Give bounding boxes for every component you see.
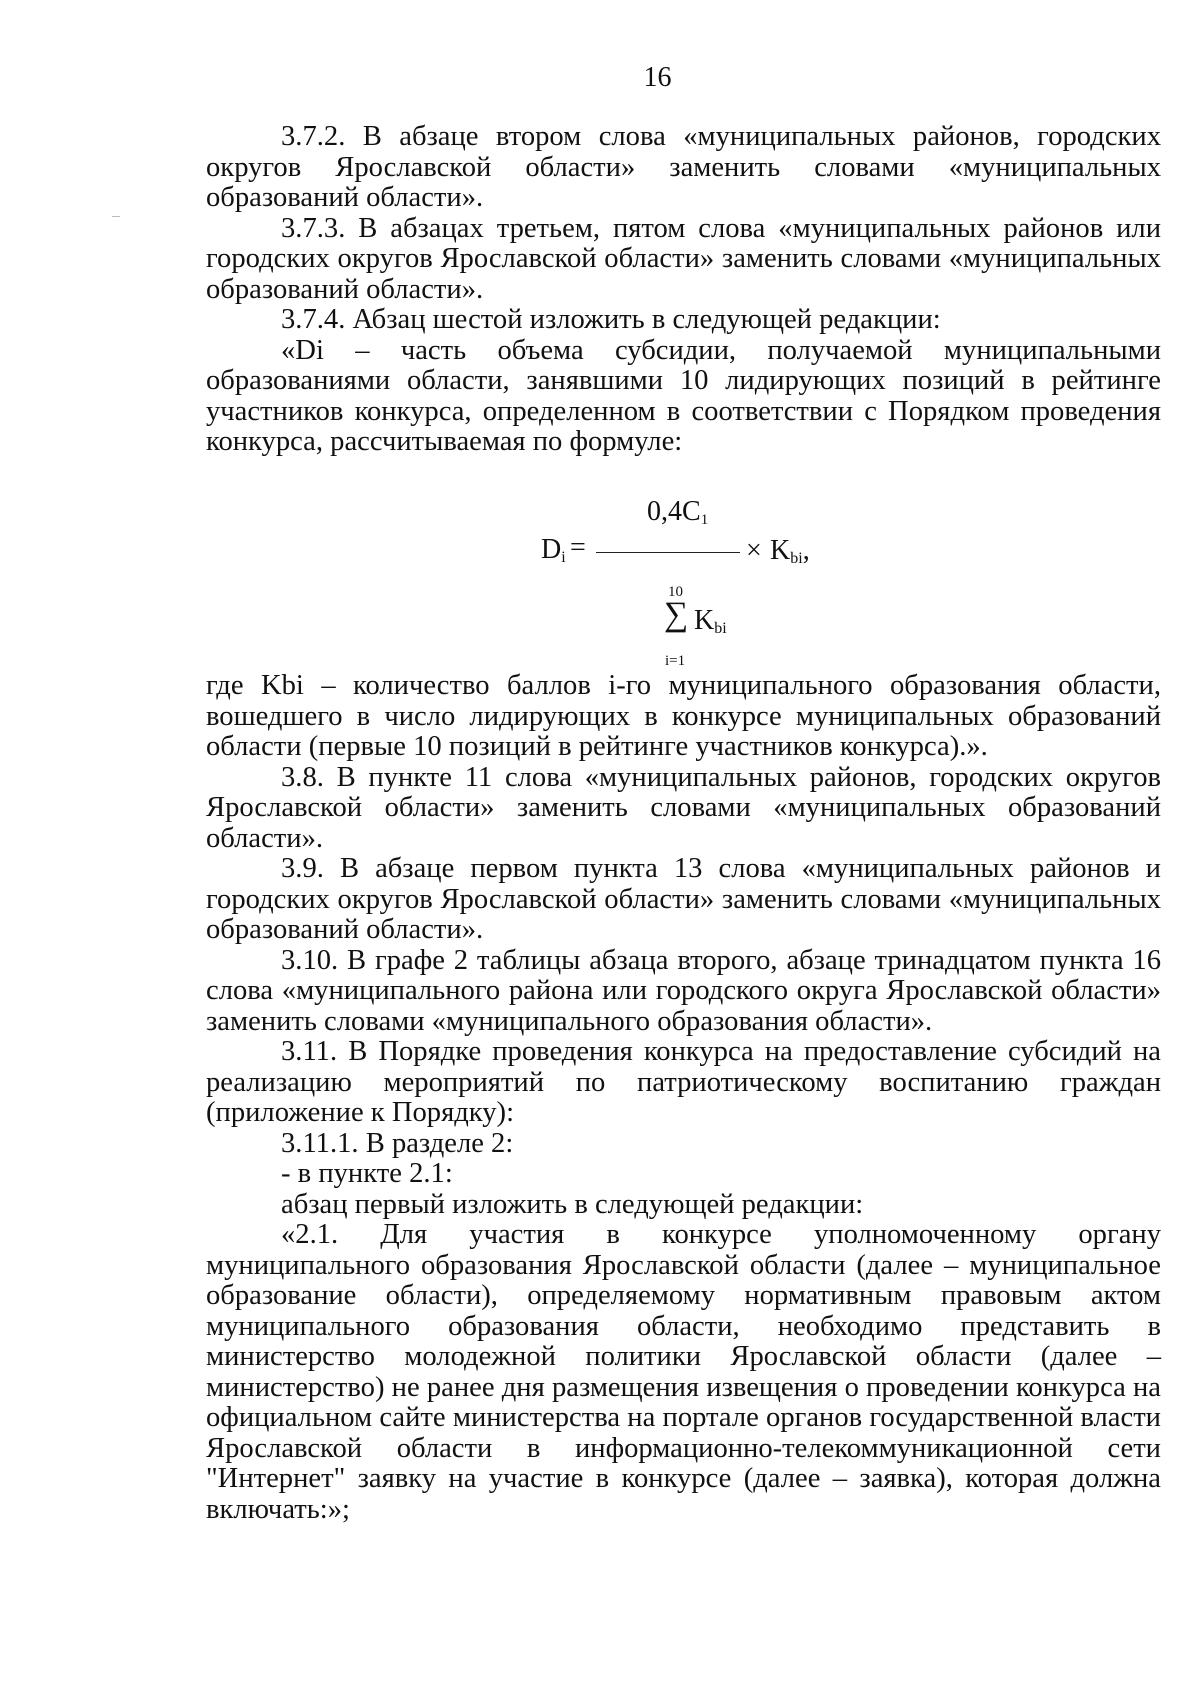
lhs-subscript: i	[561, 549, 566, 566]
rhs-suffix: ,	[802, 535, 810, 566]
text-block-bottom	[206, 671, 1161, 1525]
lhs-main: D	[541, 534, 562, 565]
paragraph: «Di – часть объема субсидии, получаемой муниципальными образованиями области, занявшими 10 лидирующих позиций в рейтинге участников конкурса, определенном в соответствии с Порядком проведения конкурса, рассчитываемая по формуле:	[206, 334, 1161, 457]
paragraph: где Kbi – количество баллов i-го муниципального образования области, вошедшего в число лидирующих в конкурсе муниципальных образований области (первые 10 позиций в рейтинге участников конкурса).».	[206, 670, 1161, 762]
paragraph: - в пункте 2.1:	[281, 1158, 453, 1189]
text-block-top	[206, 122, 1161, 458]
sum-term-subscript: bi	[714, 620, 727, 637]
paragraph: 3.7.2. В абзаце втором слова «муниципальных районов, городских округов Ярославской области» заменить словами «муниципальных образований области».	[206, 121, 1161, 213]
numerator-main: 0,4C	[647, 496, 701, 527]
rhs-subscript: bi	[790, 550, 803, 567]
sum-term-main: K	[694, 605, 715, 636]
paragraph: 3.11.1. В разделе 2:	[281, 1127, 514, 1159]
sum-symbol: ∑	[664, 596, 689, 633]
formula-numerator	[647, 497, 708, 535]
paragraph: «2.1. Для участия в конкурсе уполномоченному органу муниципального образования Ярославской области (далее – муниципальное образование области), определяемому нормативным правовым актом муниципального образования области, необходимо представить в министерство молодежной политики Ярославской области (далее – министерство) не ранее дня размещения извещения о проведении конкурса на официальном сайте министерства на портале органов государственной власти Ярославской области в информационно-телекоммуникационной сети "Интернет" заявку на участие в конкурсе (далее – заявка), которая должна включать:»;	[206, 1219, 1161, 1525]
paragraph: 3.10. В графе 2 таблицы абзаца второго, абзаце тринадцатом пункта 16 слова «муниципального района или городского округа Ярославской области» заменить словами «муниципального образования области».	[206, 944, 1161, 1037]
numerator-subscript: 1	[700, 512, 709, 528]
page-number: 16	[643, 62, 672, 93]
paragraph: 3.7.3. В абзацах третьем, пятом слова «муниципальных районов или городских округов Ярославской области» заменить словами «муниципальных образований области».	[206, 212, 1161, 305]
paragraph: 3.7.4. Абзац шестой изложить в следующей редакции:	[281, 304, 941, 335]
formula-rhs	[770, 536, 810, 574]
margin-mark	[112, 216, 120, 217]
formula-lhs	[541, 535, 566, 573]
fraction-bar	[596, 552, 740, 553]
rhs-main: K	[770, 535, 791, 566]
paragraph: 3.9. В абзаце первом пункта 13 слова «муниципальных районов и городских округов Ярославской области» заменить словами «муниципальных образований области».	[206, 853, 1161, 945]
sum-lower-limit: i=1	[665, 653, 686, 669]
paragraph: 3.8. В пункте 11 слова «муниципальных районов, городских округов Ярославской области» заменить словами «муниципальных образований области».	[206, 761, 1161, 854]
sum-term	[694, 606, 727, 644]
paragraph: 3.11. В Порядке проведения конкурса на предоставление субсидий на реализацию мероприятий по патриотическому воспитанию граждан (приложение к Порядку):	[206, 1036, 1161, 1128]
sum-upper-limit: 10	[668, 584, 683, 600]
formula-times: ×	[746, 535, 762, 566]
formula-equals: =	[570, 532, 586, 563]
paragraph: абзац первый изложить в следующей редакции:	[281, 1188, 864, 1220]
